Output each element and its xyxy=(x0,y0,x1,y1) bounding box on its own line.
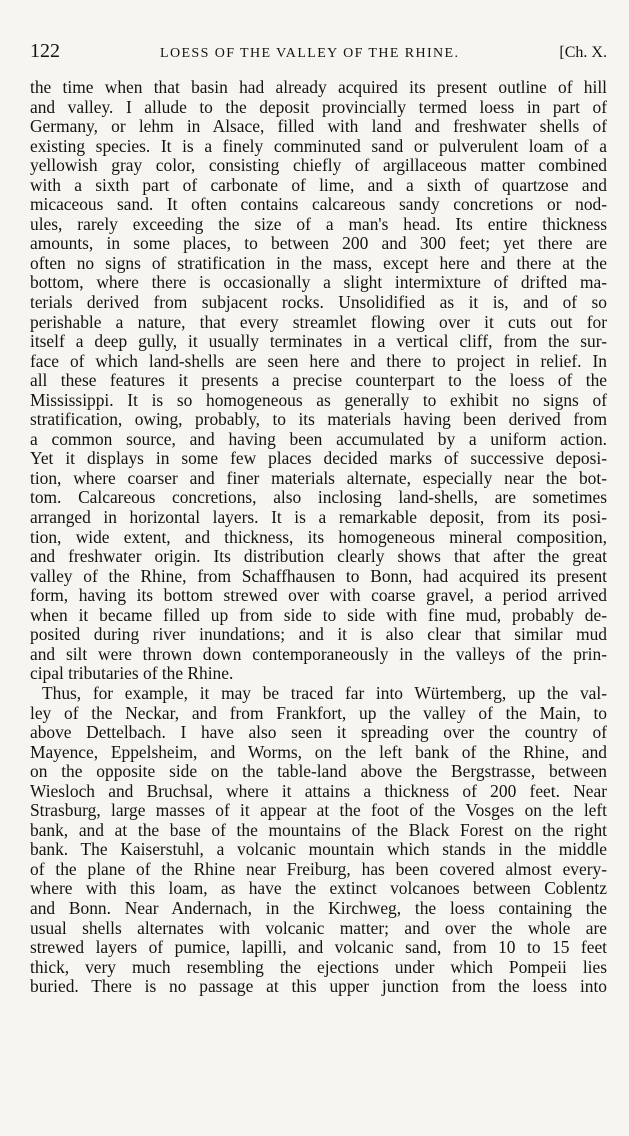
text-line: amounts, in some places, to between 200 and 300 feet; yet there are xyxy=(30,234,607,254)
text-line: itself a deep gully, it usually terminates in a vertical cliff, from the sur- xyxy=(30,332,607,352)
text-line: usual shells alternates with volcanic matter; and over the whole are xyxy=(30,918,607,938)
text-line: Thus, for example, it may be traced far into Würtemberg, up the val- xyxy=(42,683,607,703)
text-line: on the opposite side on the table-land above the Bergstrasse, between xyxy=(30,762,607,782)
text-line: Mayence, Eppelsheim, and Worms, on the left bank of the Rhine, and xyxy=(30,742,607,762)
text-line: micaceous sand. It often contains calcareous sandy concretions or nod- xyxy=(30,195,607,215)
text-line: valley of the Rhine, from Schaffhausen to Bonn, had acquired its present xyxy=(30,566,607,586)
text-line: tion, where coarser and finer materials alternate, especially near the bot- xyxy=(30,468,607,488)
text-line: cipal tributaries of the Rhine. xyxy=(30,664,234,684)
text-line: form, having its bottom strewed over with coarse gravel, a period arrived xyxy=(30,586,607,606)
text-line: ley of the Neckar, and from Frankfort, up the valley of the Main, to xyxy=(30,703,607,723)
chapter-marker: [Ch. X. xyxy=(559,44,607,61)
text-line: perishable a nature, that every streamlet flowing over it cuts out for xyxy=(30,312,607,332)
body-text xyxy=(30,78,607,997)
page-number: 122 xyxy=(30,40,60,62)
text-line: Mississippi. It is so homogeneous as generally to exhibit no signs of xyxy=(30,390,607,410)
text-line: the time when that basin had already acquired its present outline of hill xyxy=(30,78,607,97)
text-line: Strasburg, large masses of it appear at the foot of the Vosges on the left xyxy=(30,801,607,821)
text-line: ules, rarely exceeding the size of a man's head. Its entire thickness xyxy=(30,214,607,234)
page-header xyxy=(30,40,607,70)
text-line: bottom, where there is occasionally a slight intermixture of drifted ma- xyxy=(30,273,607,293)
text-line: strewed layers of pumice, lapilli, and volcanic sand, from 10 to 15 feet xyxy=(30,938,607,958)
text-line: bank. The Kaiserstuhl, a volcanic mountain which stands in the middle xyxy=(30,840,607,860)
text-line: stratification, owing, probably, to its materials having been derived from xyxy=(30,410,607,430)
text-line: all these features it presents a precise counterpart to the loess of the xyxy=(30,371,607,391)
text-line: terials derived from subjacent rocks. Unsolidified as it is, and of so xyxy=(30,293,607,313)
text-line: a common source, and having been accumulated by a uniform action. xyxy=(30,429,607,449)
text-line: and freshwater origin. Its distribution clearly shows that after the great xyxy=(30,547,607,567)
text-line: buried. There is no passage at this upper junction from the loess into xyxy=(30,977,607,997)
text-line: and Bonn. Near Andernach, in the Kirchweg, the loess containing the xyxy=(30,898,607,918)
text-line: Wiesloch and Bruchsal, where it attains a thickness of 200 feet. Near xyxy=(30,781,607,801)
text-line: Germany, or lehm in Alsace, filled with land and freshwater shells of xyxy=(30,117,607,137)
running-title: LOESS OF THE VALLEY OF THE RHINE. xyxy=(160,46,460,61)
text-line: and valley. I allude to the deposit provincially termed loess in part of xyxy=(30,97,607,117)
text-line: often no signs of stratification in the mass, except here and there at the xyxy=(30,253,607,273)
text-line: face of which land-shells are seen here and there to project in relief. In xyxy=(30,351,607,371)
text-line: of the plane of the Rhine near Freiburg, has been covered almost every- xyxy=(30,859,607,879)
text-line: tom. Calcareous concretions, also inclosing land-shells, are sometimes xyxy=(30,488,607,508)
text-line: tion, wide extent, and thickness, its homogeneous mineral composition, xyxy=(30,527,607,547)
text-line: where with this loam, as have the extinct volcanoes between Coblentz xyxy=(30,879,607,899)
text-line: above Dettelbach. I have also seen it spreading over the country of xyxy=(30,723,607,743)
text-line: and silt were thrown down contemporaneously in the valleys of the prin- xyxy=(30,644,607,664)
text-line: existing species. It is a finely comminuted sand or pulverulent loam of a xyxy=(30,136,607,156)
text-line: yellowish gray color, consisting chiefly of argillaceous matter combined xyxy=(30,156,607,176)
text-line: Yet it displays in some few places decided marks of successive deposi- xyxy=(30,449,607,469)
text-line: posited during river inundations; and it is also clear that similar mud xyxy=(30,625,607,645)
text-line: bank, and at the base of the mountains of the Black Forest on the right xyxy=(30,820,607,840)
text-line: arranged in horizontal layers. It is a remarkable deposit, from its posi- xyxy=(30,508,607,528)
text-line: with a sixth part of carbonate of lime, and a sixth of quartzose and xyxy=(30,175,607,195)
text-line: thick, very much resembling the ejections under which Pompeii lies xyxy=(30,957,607,977)
text-line: when it became filled up from side to side with fine mud, probably de- xyxy=(30,605,607,625)
